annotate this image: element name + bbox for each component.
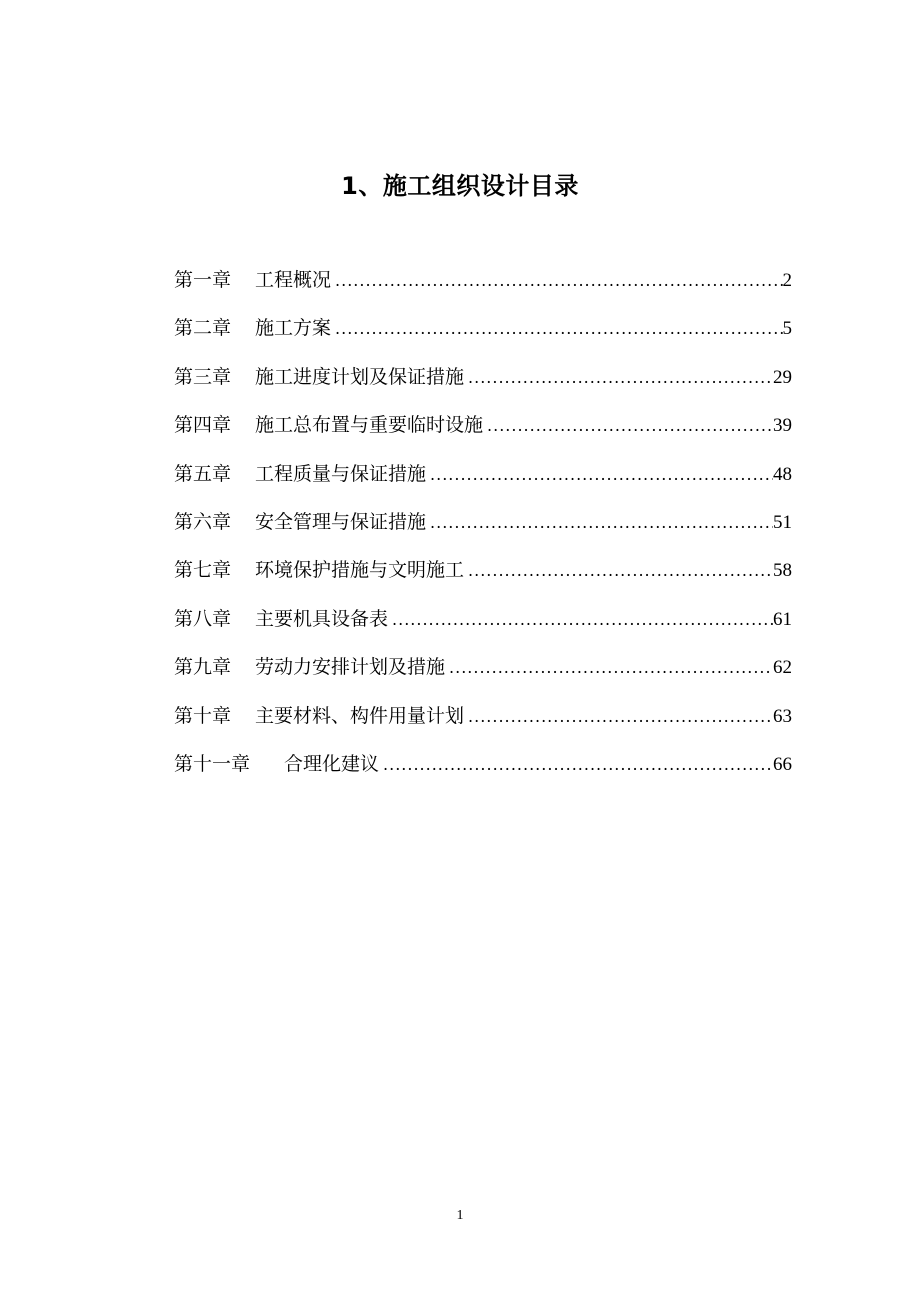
toc-dot-leader [335, 263, 782, 299]
toc-entry-title: 施工总布置与重要临时设施 [255, 414, 484, 437]
toc-chapter-label: 第九章 [174, 656, 232, 679]
toc-entry[interactable] [174, 698, 792, 746]
toc-chapter-label: 第五章 [174, 462, 232, 485]
toc-entry[interactable] [174, 359, 792, 407]
toc-entry[interactable] [174, 407, 792, 455]
toc-chapter-label: 第七章 [174, 559, 232, 582]
toc-entry-title: 合理化建议 [284, 752, 380, 775]
toc-dot-leader [449, 650, 773, 686]
toc-page-number: 51 [773, 511, 792, 533]
toc-dot-leader [487, 408, 773, 444]
toc-entry[interactable] [174, 649, 792, 697]
toc-dot-leader [383, 747, 773, 783]
toc-page-number: 39 [773, 415, 792, 437]
toc-chapter-label: 第六章 [174, 510, 232, 533]
table-of-contents [174, 262, 792, 794]
toc-entry-title: 主要材料、构件用量计划 [255, 704, 465, 727]
toc-entry[interactable] [174, 504, 792, 552]
toc-entry-title: 环境保护措施与文明施工 [255, 559, 465, 582]
toc-dot-leader [468, 699, 773, 735]
toc-dot-leader [430, 505, 773, 541]
toc-dot-leader [335, 311, 782, 347]
toc-entry[interactable] [174, 746, 792, 794]
toc-chapter-label: 第八章 [174, 607, 232, 630]
toc-chapter-label: 第二章 [174, 317, 232, 340]
toc-entry-title: 施工方案 [255, 317, 332, 340]
toc-page-number: 61 [773, 608, 792, 630]
toc-dot-leader [392, 602, 773, 638]
toc-entry[interactable] [174, 601, 792, 649]
toc-entry-title: 主要机具设备表 [255, 607, 389, 630]
toc-chapter-label: 第三章 [174, 365, 232, 388]
toc-entry[interactable] [174, 310, 792, 358]
page-number: 1 [456, 1208, 464, 1223]
toc-entry-title: 安全管理与保证措施 [255, 510, 427, 533]
toc-chapter-label: 第十章 [174, 704, 232, 727]
toc-entry-title: 工程概况 [255, 269, 332, 291]
toc-page-number: 58 [773, 560, 792, 582]
toc-page-number: 29 [773, 366, 792, 388]
toc-dot-leader [468, 553, 773, 589]
toc-page-number: 66 [773, 753, 792, 775]
toc-chapter-label: 第四章 [174, 414, 232, 437]
toc-page-number: 48 [773, 463, 792, 485]
page-title: 1、施工组织设计目录 [341, 172, 579, 200]
toc-page-number: 62 [773, 657, 792, 679]
toc-entry-title: 工程质量与保证措施 [255, 462, 427, 485]
toc-dot-leader [468, 360, 773, 396]
toc-entry[interactable] [174, 456, 792, 504]
toc-page-number: 63 [773, 705, 792, 727]
toc-chapter-label: 第一章 [174, 269, 232, 291]
toc-page-number: 2 [782, 270, 792, 291]
toc-entry[interactable] [174, 552, 792, 600]
toc-entry-title: 劳动力安排计划及措施 [255, 656, 446, 679]
toc-entry[interactable] [174, 262, 792, 310]
toc-entry-title: 施工进度计划及保证措施 [255, 365, 465, 388]
toc-dot-leader [430, 457, 773, 493]
toc-page-number: 5 [782, 318, 792, 340]
toc-chapter-label: 第十一章 [174, 752, 251, 775]
